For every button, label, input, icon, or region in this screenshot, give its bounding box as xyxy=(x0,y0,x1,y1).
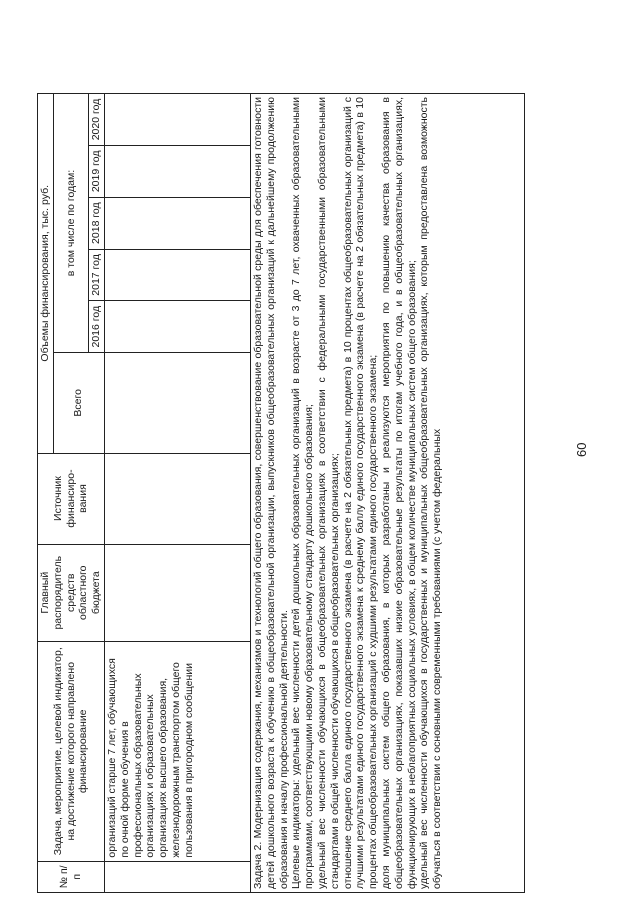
task2-indicator: доля муниципальных систем общего образования, в которых разработаны и реализуются мероприятия по повышению качества образования в общеобразовательных организациях, показавших низкие образовательные результаты по итогам учебного года, и в общеобразовательных организациях, функционирующих в неблагоприятных социальных условиях, в общем количестве муниципальных систем общего образования; xyxy=(379,97,418,889)
task2-block xyxy=(250,94,524,893)
header-year-2018: 2018 год xyxy=(89,197,105,249)
cell-total xyxy=(104,353,250,453)
table-row xyxy=(250,94,524,893)
task2-indicator: удельный вес численности обучающихся в государственных и муниципальных общеобразовательных организациях, которым предоставлена возможность обучаться в соответствии с основными современными требованиями (с учетом федеральных xyxy=(418,97,444,889)
header-by-year: в том числе по годам: xyxy=(53,94,88,353)
header-funding: Объемы финансирования, тыс. руб. xyxy=(38,94,54,454)
cell-2019 xyxy=(104,145,250,197)
cell-responsible xyxy=(104,544,250,641)
table-row xyxy=(104,94,250,893)
continuation-text: организаций старше 7 лет, обучающихся по очной форме обучения в профессиональных образовательных организациях и образовательных организациях высшего образования, железнодорожным транспортом общего пользования в пригородном сообщении xyxy=(104,641,250,861)
header-year-2019: 2019 год xyxy=(89,145,105,197)
cell-number xyxy=(104,861,250,892)
task2-indicator: удельный вес численности обучающихся в общеобразовательных организациях в соответствии с федеральными государственными образовательными стандартами в общей численности обучающихся в общеобразовательных организациях; xyxy=(315,97,341,889)
cell-2016 xyxy=(104,301,250,353)
header-source: Источник финансиро-вания xyxy=(38,453,105,544)
cell-2017 xyxy=(104,249,250,301)
cell-2018 xyxy=(104,197,250,249)
header-responsible: Главный распорядитель средств областного бюджета xyxy=(38,544,105,641)
cell-2020 xyxy=(104,94,250,146)
header-task: Задача, мероприятие, целевой индикатор, на достижение которого направлено финансирование xyxy=(38,641,105,861)
header-total: Всего xyxy=(53,353,104,453)
task2-indicator: отношение среднего балла единого государственного экзамена (в расчете на 2 обязательных предмета) в 10 процентах общеобразовательных организаций с лучшими результатами единого государственного экзамена к среднему баллу единого государственного экзамена (в расчете на 2 обязательных предмета) в 10 процентах общеобразовательных организаций с худшими результатами единого государственного экзамена; xyxy=(341,97,380,889)
header-number: № п/п xyxy=(38,861,105,892)
header-year-2020: 2020 год xyxy=(89,94,105,146)
task2-indicator: Целевые индикаторы: удельный вес численности детей дошкольных образовательных организаций в возрасте от 3 до 7 лет, охваченных образовательными программами, соответствующими новому образовательному стандарту дошкольного образования; xyxy=(290,97,316,889)
page-number: 60 xyxy=(574,442,589,457)
cell-source xyxy=(104,453,250,544)
funding-table xyxy=(37,93,525,893)
header-year-2017: 2017 год xyxy=(89,249,105,301)
task2-title: Задача 2. Модернизация содержания, механизмов и технологий общего образования, совершенствование образовательной среды для обеспечения готовности детей дошкольного возраста к обучению в общеобразовательной организации, выпускников общеобразовательных организаций к дальнейшему продолжению образования и началу профессиональной деятельности. xyxy=(251,97,290,889)
header-year-2016: 2016 год xyxy=(89,301,105,353)
